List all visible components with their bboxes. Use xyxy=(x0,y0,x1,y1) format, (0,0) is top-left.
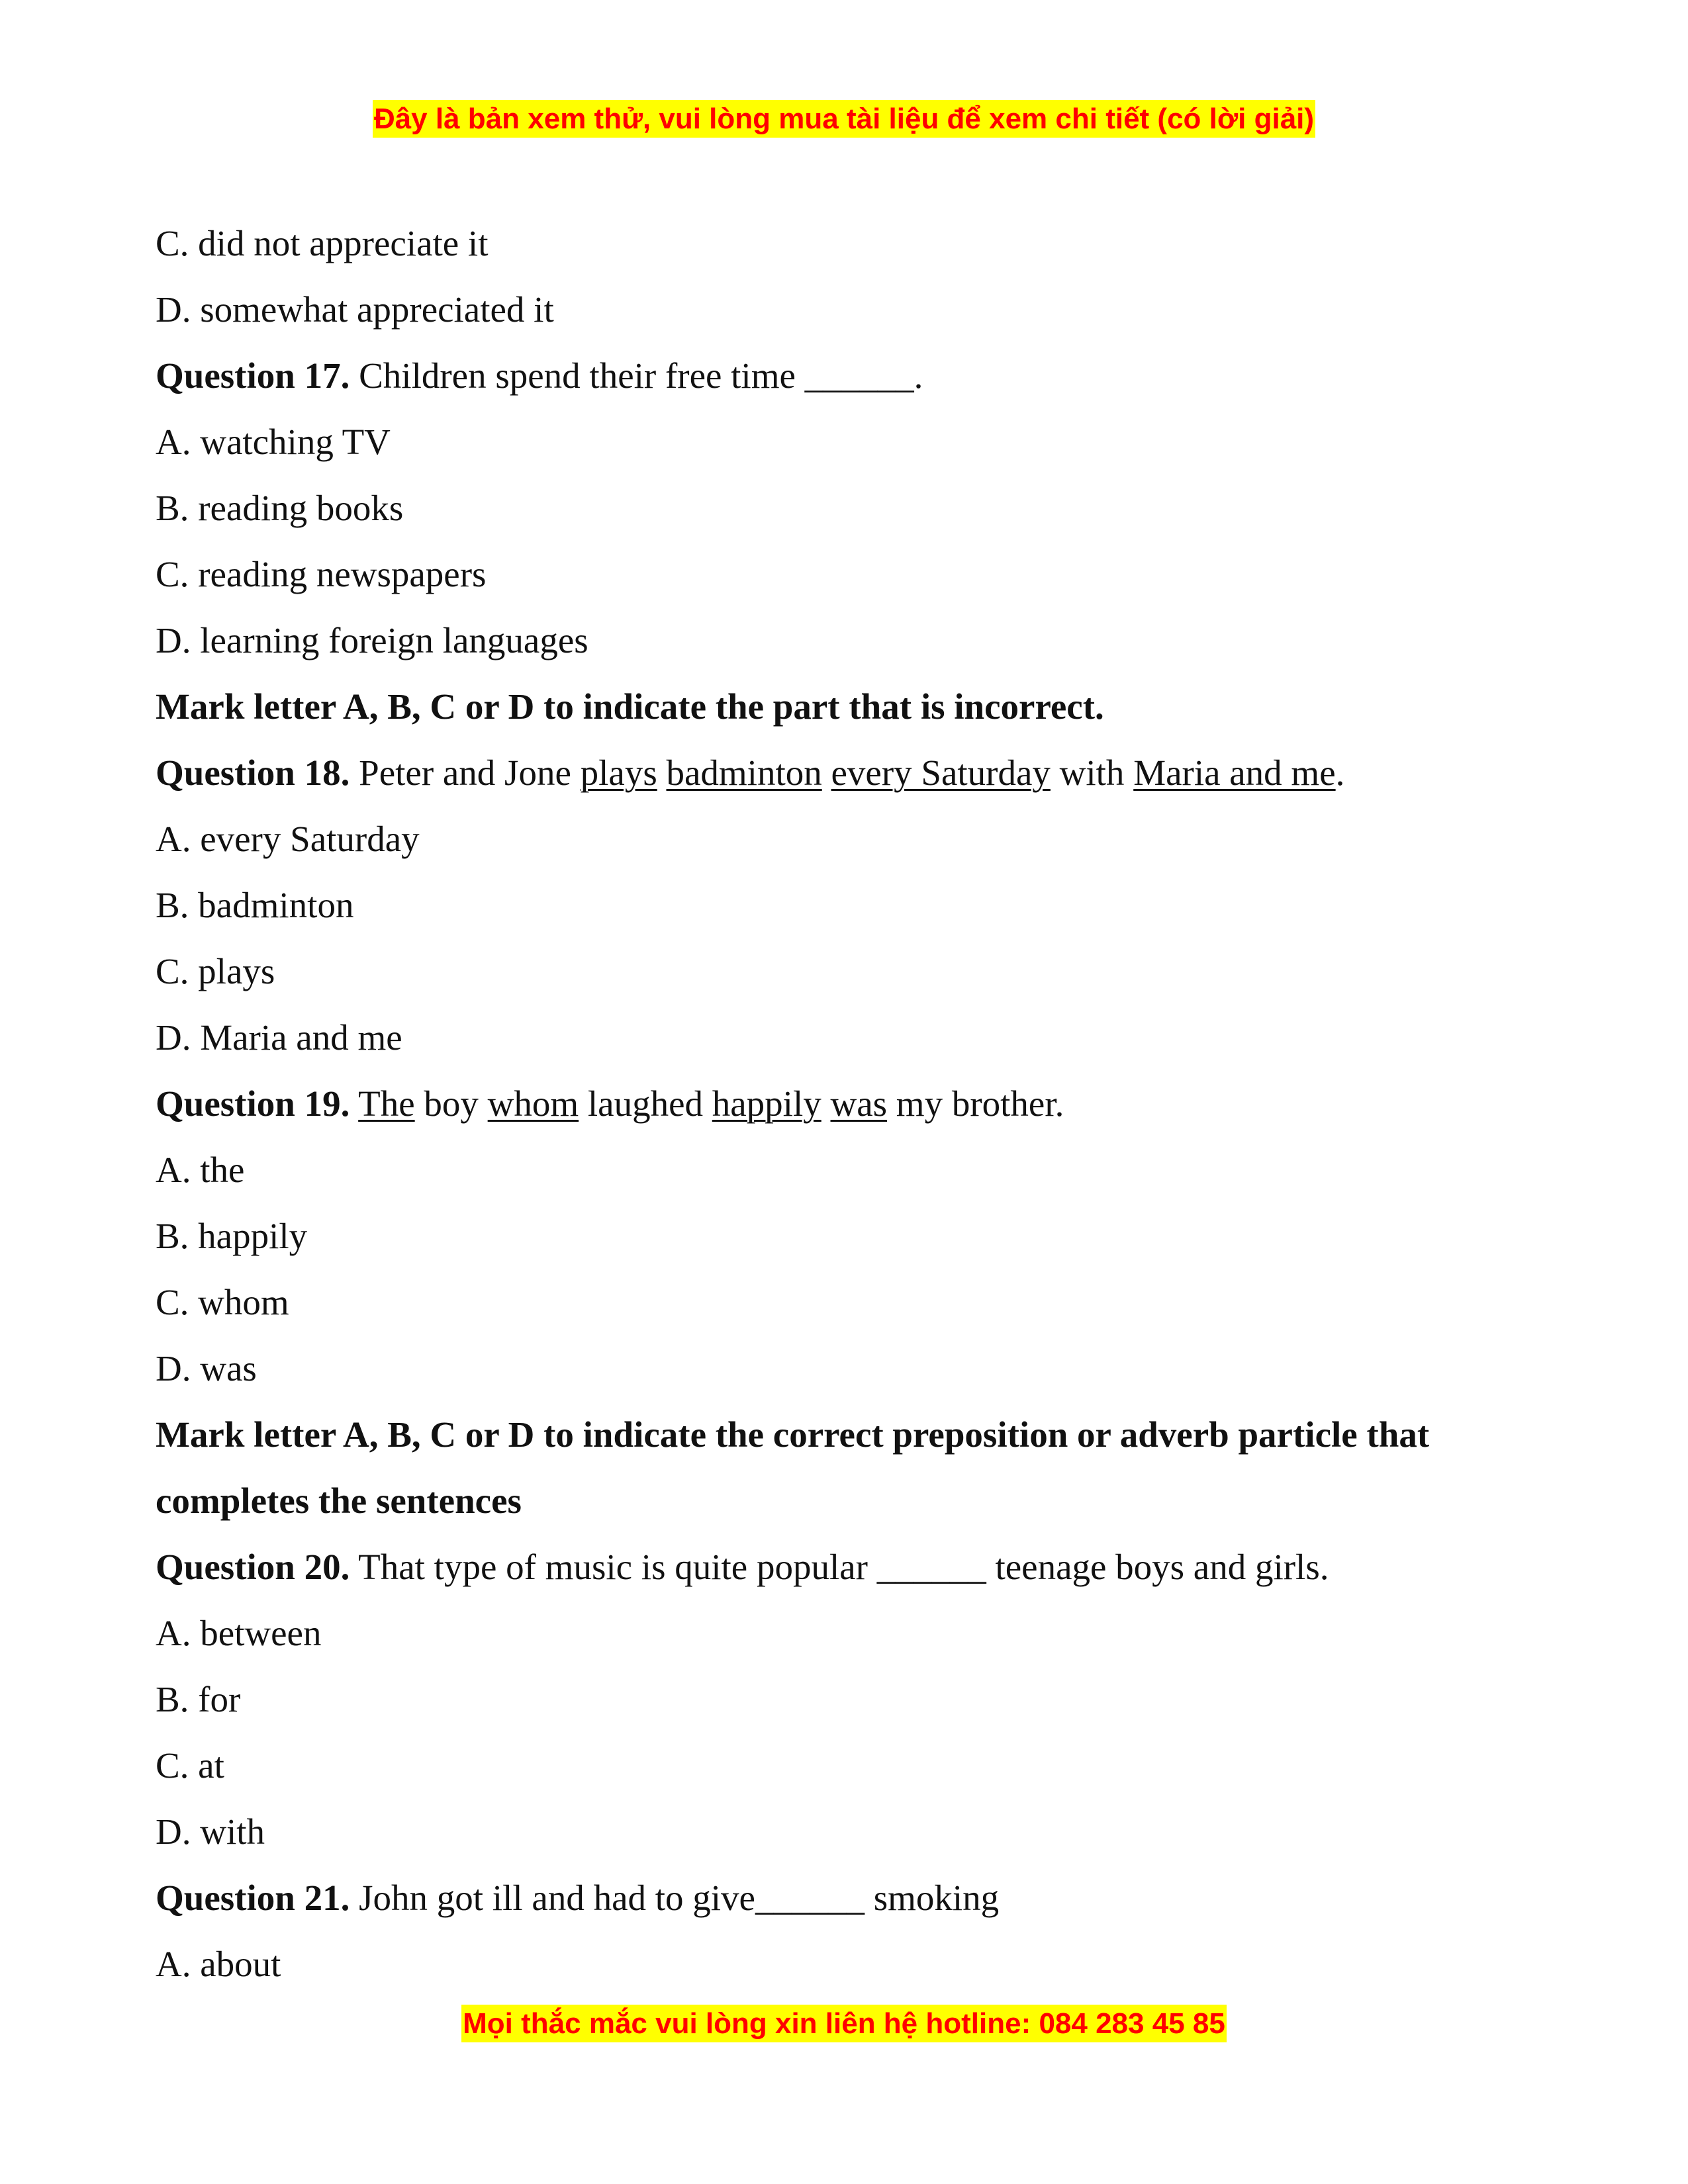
q19-underlined-was: was xyxy=(830,1083,888,1124)
question-19-label: Question 19. xyxy=(156,1083,350,1124)
q18-option-b: B. badminton xyxy=(156,885,354,925)
document-body xyxy=(156,210,1539,1997)
q21-option-a: A. about xyxy=(156,1944,281,1984)
section-heading-preposition-line-1: Mark letter A, B, C or D to indicate the correct preposition or adverb particle that xyxy=(156,1414,1430,1455)
question-21-label: Question 21. xyxy=(156,1878,350,1918)
q18-underlined-plays: plays xyxy=(580,752,657,793)
q19-text-4: my brother. xyxy=(887,1083,1064,1124)
q17-option-d: D. learning foreign languages xyxy=(156,620,588,660)
q18-option-a: A. every Saturday xyxy=(156,819,420,859)
q18-text-1: Peter and Jone xyxy=(350,752,581,793)
question-18 xyxy=(156,740,1539,806)
q20-option-b: B. for xyxy=(156,1679,241,1719)
q18-underlined-maria-and-me: Maria and me xyxy=(1133,752,1336,793)
q18-option-d: D. Maria and me xyxy=(156,1017,402,1058)
q19-text-2: laughed xyxy=(579,1083,712,1124)
q18-option-c: C. plays xyxy=(156,951,275,991)
q19-text-1: boy xyxy=(414,1083,488,1124)
question-21 xyxy=(156,1865,1539,1931)
q18-underlined-badminton: badminton xyxy=(666,752,822,793)
q18-text-2 xyxy=(657,752,667,793)
q19-underlined-the: The xyxy=(358,1083,415,1124)
q16-option-c: C. did not appreciate it xyxy=(156,223,489,263)
q20-option-c: C. at xyxy=(156,1745,224,1786)
q17-option-c: C. reading newspapers xyxy=(156,554,487,594)
q18-text-3 xyxy=(822,752,831,793)
q18-text-4: with xyxy=(1050,752,1134,793)
hotline-notice-text: Mọi thắc mắc vui lòng xin liên hệ hotline: 084 283 45 85 xyxy=(461,2005,1227,2042)
q16-option-d: D. somewhat appreciated it xyxy=(156,289,554,330)
q19-option-b: B. happily xyxy=(156,1216,308,1256)
q18-text-5: . xyxy=(1335,752,1345,793)
question-20-text: That type of music is quite popular ______ teenage boys and girls. xyxy=(350,1547,1329,1587)
q19-text-3 xyxy=(821,1083,831,1124)
hotline-notice-banner xyxy=(0,2009,1688,2038)
section-heading-preposition-line-2: completes the sentences xyxy=(156,1480,522,1521)
q19-option-a: A. the xyxy=(156,1150,245,1190)
q20-option-d: D. with xyxy=(156,1811,265,1852)
preview-notice-text: Đây là bản xem thử, vui lòng mua tài liệu để xem chi tiết (có lời giải) xyxy=(373,100,1315,138)
q19-underlined-whom: whom xyxy=(487,1083,579,1124)
question-18-label: Question 18. xyxy=(156,752,350,793)
question-17-label: Question 17. xyxy=(156,355,350,396)
question-20-label: Question 20. xyxy=(156,1547,350,1587)
q19-text-0 xyxy=(350,1083,358,1124)
q19-underlined-happily: happily xyxy=(712,1083,821,1124)
preview-notice-banner xyxy=(0,105,1688,134)
question-19 xyxy=(156,1071,1539,1137)
q20-option-a: A. between xyxy=(156,1613,322,1653)
section-heading-incorrect: Mark letter A, B, C or D to indicate the part that is incorrect. xyxy=(156,686,1104,727)
question-17 xyxy=(156,343,1539,409)
question-21-text: John got ill and had to give______ smoking xyxy=(350,1878,1000,1918)
question-20 xyxy=(156,1534,1539,1600)
question-17-text: Children spend their free time ______. xyxy=(350,355,923,396)
q18-underlined-every-saturday: every Saturday xyxy=(831,752,1051,793)
q17-option-b: B. reading books xyxy=(156,488,404,528)
q17-option-a: A. watching TV xyxy=(156,422,391,462)
q19-option-c: C. whom xyxy=(156,1282,289,1322)
q19-option-d: D. was xyxy=(156,1348,257,1388)
